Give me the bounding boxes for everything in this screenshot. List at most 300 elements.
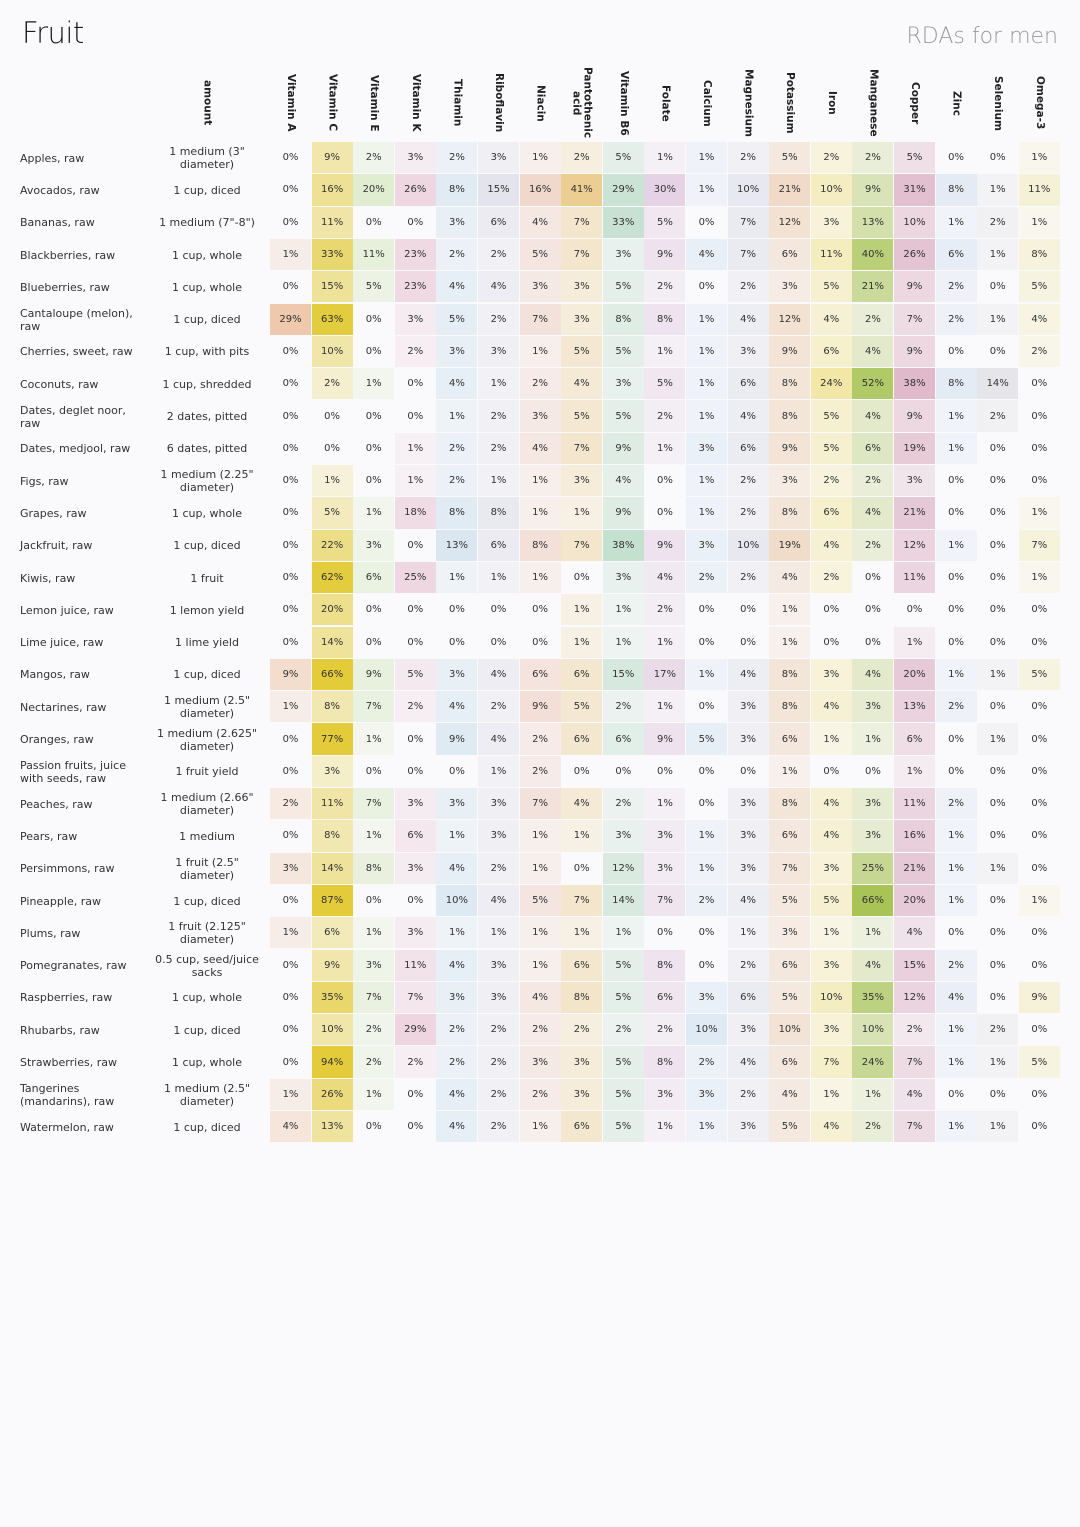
heatmap-cell: 30% [644,174,685,205]
row-amount-label: 1 medium (2.625" diameter) [156,726,258,753]
heatmap-cell: 16% [312,174,353,205]
heatmap-cell: 0% [852,562,893,593]
heatmap-cell: 6% [728,433,769,464]
heatmap-cell: 4% [769,1079,810,1110]
heatmap-cell: 2% [312,368,353,399]
row-food-label: Avocados, raw [20,183,100,197]
heatmap-cell: 7% [561,239,602,270]
heatmap-cell: 0% [270,820,311,851]
heatmap-cell: 1% [686,497,727,528]
column-header-zinc [936,66,977,140]
heatmap-cell: 0% [478,594,519,625]
heatmap-cell: 38% [603,530,644,561]
heatmap-cell: 3% [728,723,769,754]
row-food-label: Watermelon, raw [20,1120,114,1134]
row-food-label: Tangerines (mandarins), raw [20,1081,115,1108]
heatmap-cell: 5% [1019,271,1060,302]
heatmap-cell: 1% [520,820,561,851]
heatmap-cell: 1% [436,820,477,851]
heatmap-cell: 5% [603,1046,644,1077]
column-header-thiamin [436,66,477,140]
heatmap-cell: 2% [686,1046,727,1077]
heatmap-cell: 11% [353,239,394,270]
row-food-label: Figs, raw [20,474,69,488]
heatmap-cell: 0% [395,627,436,658]
heatmap-cell: 25% [852,853,893,884]
heatmap-cell: 1% [686,400,727,431]
column-header-label: Niacin [534,84,547,122]
heatmap-cell: 6% [728,982,769,1013]
heatmap-cell: 0% [353,885,394,916]
heatmap-cell: 0% [728,756,769,787]
heatmap-cell: 10% [312,1014,353,1045]
heatmap-cell: 2% [520,368,561,399]
heatmap-cell: 0% [977,433,1018,464]
heatmap-cell: 0% [270,400,311,431]
heatmap-cell: 2% [478,1046,519,1077]
heatmap-cell: 1% [686,336,727,367]
heatmap-cell: 5% [1019,1046,1060,1077]
heatmap-cell: 0% [270,271,311,302]
heatmap-cell: 0% [603,756,644,787]
heatmap-cell: 8% [769,691,810,722]
heatmap-cell: 1% [644,788,685,819]
heatmap-cell: 4% [852,950,893,981]
heatmap-cell: 9% [644,723,685,754]
heatmap-cell: 33% [312,239,353,270]
heatmap-cell: 9% [894,400,935,431]
heatmap-cell: 2% [852,142,893,173]
heatmap-cell: 3% [644,1079,685,1110]
heatmap-cell: 6% [811,336,852,367]
heatmap-cell: 3% [728,691,769,722]
heatmap-cell: 2% [436,465,477,496]
heatmap-cell: 0% [395,207,436,238]
heatmap-cell: 10% [312,336,353,367]
heatmap-cell: 2% [478,1014,519,1045]
heatmap-cell: 3% [728,788,769,819]
row-amount-label: 1 fruit [190,571,224,585]
heatmap-cell: 6% [312,917,353,948]
heatmap-cell: 4% [852,400,893,431]
heatmap-cell: 2% [270,788,311,819]
heatmap-cell: 0% [561,853,602,884]
heatmap-cell: 0% [270,433,311,464]
row-amount-label: 1 cup, with pits [164,345,250,359]
heatmap-cell: 0% [977,497,1018,528]
row-food-label: Pomegranates, raw [20,959,127,973]
heatmap-cell: 4% [728,659,769,690]
heatmap-cell: 3% [561,304,602,335]
heatmap-cell: 3% [769,271,810,302]
heatmap-cell: 4% [728,304,769,335]
heatmap-cell: 21% [852,271,893,302]
heatmap-cell: 2% [436,1014,477,1045]
heatmap-cell: 1% [436,400,477,431]
heatmap-cell: 1% [686,465,727,496]
heatmap-cell: 2% [478,691,519,722]
heatmap-cell: 1% [977,304,1018,335]
heatmap-cell: 1% [686,853,727,884]
column-header-label: Zinc [950,90,963,116]
heatmap-cell: 0% [436,627,477,658]
column-header-label: amount [201,80,214,126]
row-amount-label: 1 cup, diced [173,313,241,327]
heatmap-cell: 2% [977,400,1018,431]
heatmap-cell: 0% [395,885,436,916]
heatmap-cell: 14% [603,885,644,916]
heatmap-cell: 3% [852,691,893,722]
heatmap-cell: 4% [561,368,602,399]
heatmap-cell: 1% [520,497,561,528]
column-header-calcium [686,66,727,140]
heatmap-cell: 0% [1019,1111,1060,1142]
heatmap-cell: 4% [436,853,477,884]
heatmap-cell: 0% [395,400,436,431]
heatmap-cell: 4% [852,659,893,690]
heatmap-cell: 2% [728,562,769,593]
heatmap-cell: 2% [644,594,685,625]
heatmap-cell: 2% [436,239,477,270]
heatmap-cell: 13% [852,207,893,238]
heatmap-cell: 7% [353,788,394,819]
heatmap-cell: 0% [270,756,311,787]
heatmap-cell: 0% [936,497,977,528]
heatmap-cell: 0% [977,950,1018,981]
heatmap-cell: 1% [811,723,852,754]
heatmap-cell: 0% [395,1079,436,1110]
heatmap-cell: 7% [894,1111,935,1142]
column-header-label: Pantothenic acid [570,67,594,139]
column-header-pantothenic-acid [561,66,602,140]
heatmap-cell: 1% [312,465,353,496]
row-amount-label: 1 cup, whole [171,506,242,520]
heatmap-cell: 2% [478,1079,519,1110]
heatmap-cell: 0% [977,691,1018,722]
heatmap-cell: 1% [686,659,727,690]
heatmap-cell: 3% [436,336,477,367]
row-food-label: Peaches, raw [20,797,93,811]
heatmap-cell: 5% [811,400,852,431]
row-food-label: Strawberries, raw [20,1056,117,1070]
heatmap-cell: 1% [436,562,477,593]
heatmap-cell: 6% [353,562,394,593]
heatmap-cell: 12% [894,530,935,561]
row-amount-label: 1 cup, whole [171,1056,242,1070]
row-amount-label: 1 medium (2.66" diameter) [160,791,254,818]
heatmap-cell: 2% [728,465,769,496]
heatmap-cell: 11% [312,207,353,238]
heatmap-cell: 3% [353,950,394,981]
heatmap-cell: 0% [270,627,311,658]
heatmap-cell: 0% [977,885,1018,916]
heatmap-cell: 9% [894,336,935,367]
column-header-vitamin-b6 [603,66,644,140]
heatmap-cell: 18% [395,497,436,528]
heatmap-cell: 0% [936,1079,977,1110]
row-amount-label: 1 cup, whole [171,991,242,1005]
heatmap-cell: 0% [1019,1014,1060,1045]
heatmap-cell: 8% [769,497,810,528]
heatmap-cell: 3% [811,1014,852,1045]
heatmap-cell: 2% [936,304,977,335]
column-header-selenium [977,66,1018,140]
heatmap-cell: 6% [561,723,602,754]
heatmap-cell: 0% [478,627,519,658]
heatmap-cell: 20% [894,659,935,690]
heatmap-cell: 0% [520,627,561,658]
heatmap-cell: 0% [1019,691,1060,722]
heatmap-cell: 11% [894,788,935,819]
heatmap-cell: 4% [478,723,519,754]
heatmap-cell: 13% [312,1111,353,1142]
heatmap-cell: 6% [561,950,602,981]
heatmap-cell: 1% [686,304,727,335]
heatmap-cell: 0% [270,982,311,1013]
heatmap-cell: 87% [312,885,353,916]
heatmap-cell: 0% [353,207,394,238]
heatmap-cell: 8% [769,368,810,399]
heatmap-cell: 4% [436,691,477,722]
heatmap-cell: 1% [852,723,893,754]
heatmap-cell: 9% [603,497,644,528]
heatmap-cell: 0% [852,627,893,658]
heatmap-cell: 5% [312,497,353,528]
heatmap-cell: 9% [769,336,810,367]
heatmap-cell: 9% [436,723,477,754]
heatmap-cell: 2% [520,1014,561,1045]
row-amount-label: 1 fruit yield [175,765,239,779]
heatmap-cell: 6% [894,723,935,754]
heatmap-cell: 3% [478,950,519,981]
heatmap-cell: 0% [977,982,1018,1013]
heatmap-cell: 0% [270,336,311,367]
row-food-label: Raspberries, raw [20,991,113,1005]
heatmap-cell: 5% [436,304,477,335]
heatmap-cell: 0% [561,562,602,593]
row-amount-label: 1 cup, diced [173,539,241,553]
heatmap-cell: 0% [1019,853,1060,884]
heatmap-cell: 0% [270,368,311,399]
heatmap-cell: 1% [603,594,644,625]
heatmap-cell: 0% [1019,756,1060,787]
heatmap-cell: 1% [1019,497,1060,528]
heatmap-cell: 0% [1019,723,1060,754]
column-header-iron [811,66,852,140]
heatmap-cell: 0% [977,142,1018,173]
column-header-vitamin-c [312,66,353,140]
heatmap-cell: 1% [936,659,977,690]
heatmap-cell: 2% [852,530,893,561]
heatmap-cell: 5% [603,142,644,173]
column-header-label: Magnesium [742,69,755,137]
heatmap-cell: 0% [1019,627,1060,658]
heatmap-cell: 8% [936,368,977,399]
heatmap-cell: 7% [353,982,394,1013]
heatmap-cell: 10% [769,1014,810,1045]
column-header-label: Thiamin [451,79,464,127]
heatmap-cell: 4% [769,562,810,593]
heatmap-cell: 1% [395,465,436,496]
heatmap-cell: 0% [644,497,685,528]
row-food-label: Passion fruits, juice with seeds, raw [20,758,126,785]
heatmap-cell: 2% [478,239,519,270]
heatmap-cell: 20% [312,594,353,625]
heatmap-cell: 31% [894,174,935,205]
heatmap-cell: 8% [769,659,810,690]
heatmap-cell: 4% [436,950,477,981]
heatmap-cell: 0% [395,594,436,625]
heatmap-cell: 5% [603,950,644,981]
heatmap-cell: 6% [561,659,602,690]
heatmap-cell: 3% [353,530,394,561]
column-header-label: Iron [825,91,838,115]
heatmap-cell: 3% [395,788,436,819]
heatmap-cell: 0% [644,465,685,496]
heatmap-cell: 29% [395,1014,436,1045]
heatmap-cell: 2% [644,271,685,302]
heatmap-cell: 0% [1019,788,1060,819]
heatmap-cell: 1% [769,627,810,658]
heatmap-cell: 6% [728,368,769,399]
heatmap-cell: 20% [353,174,394,205]
heatmap-cell: 4% [811,788,852,819]
heatmap-cell: 0% [977,465,1018,496]
heatmap-cell: 2% [603,691,644,722]
heatmap-cell: 2% [811,562,852,593]
heatmap-cell: 2% [478,1111,519,1142]
heatmap-cell: 3% [312,756,353,787]
heatmap-cell: 1% [977,1046,1018,1077]
heatmap-cell: 1% [561,594,602,625]
heatmap-cell: 3% [603,239,644,270]
heatmap-cell: 23% [395,239,436,270]
heatmap-cell: 2% [728,950,769,981]
row-amount-label: 1 fruit (2.5" diameter) [175,855,239,882]
heatmap-cell: 5% [894,142,935,173]
heatmap-cell: 3% [728,820,769,851]
row-food-label: Blackberries, raw [20,248,116,262]
row-amount-label: 1 lemon yield [169,603,245,617]
heatmap-cell: 6% [520,659,561,690]
heatmap-cell: 4% [603,465,644,496]
row-food-label: Cherries, sweet, raw [20,345,133,359]
heatmap-cell: 4% [436,271,477,302]
heatmap-cell: 10% [686,1014,727,1045]
heatmap-cell: 15% [603,659,644,690]
heatmap-cell: 0% [270,207,311,238]
heatmap-cell: 5% [561,336,602,367]
heatmap-cell: 1% [561,627,602,658]
heatmap-cell: 8% [312,691,353,722]
heatmap-cell: 0% [936,562,977,593]
heatmap-cell: 2% [852,465,893,496]
heatmap-cell: 0% [977,820,1018,851]
heatmap-cell: 4% [852,497,893,528]
heatmap-cell: 1% [561,917,602,948]
heatmap-cell: 1% [644,336,685,367]
heatmap-cell: 2% [686,885,727,916]
row-food-label: Persimmons, raw [20,862,115,876]
heatmap-cell: 0% [644,917,685,948]
heatmap-cell: 0% [936,627,977,658]
column-header-label: Omega-3 [1033,76,1046,130]
heatmap-cell: 1% [270,1079,311,1110]
heatmap-cell: 6% [478,207,519,238]
heatmap-cell: 9% [644,530,685,561]
heatmap-cell: 10% [436,885,477,916]
heatmap-cell: 5% [769,982,810,1013]
heatmap-cell: 2% [728,142,769,173]
heatmap-cell: 0% [936,723,977,754]
heatmap-cell: 6% [395,820,436,851]
heatmap-cell: 2% [520,756,561,787]
heatmap-cell: 4% [811,820,852,851]
heatmap-cell: 2% [561,1014,602,1045]
heatmap-cell: 13% [894,691,935,722]
row-amount-label: 1 cup, whole [171,280,242,294]
heatmap-cell: 11% [312,788,353,819]
heatmap-cell: 0% [936,465,977,496]
heatmap-cell: 1% [270,691,311,722]
heatmap-cell: 3% [769,465,810,496]
heatmap-cell: 5% [395,659,436,690]
heatmap-cell: 2% [936,788,977,819]
heatmap-cell: 1% [936,207,977,238]
heatmap-cell: 4% [894,917,935,948]
heatmap-cell: 6% [769,239,810,270]
heatmap-cell: 1% [936,885,977,916]
heatmap-cell: 0% [270,950,311,981]
heatmap-cell: 0% [1019,433,1060,464]
row-amount-label: 1 cup, whole [171,248,242,262]
heatmap-cell: 2% [478,304,519,335]
heatmap-cell: 3% [728,853,769,884]
heatmap-cell: 2% [686,562,727,593]
column-header-label: Manganese [867,69,880,137]
heatmap-cell: 4% [436,368,477,399]
column-header-magnesium [728,66,769,140]
heatmap-cell: 3% [478,982,519,1013]
row-food-label: Coconuts, raw [20,377,99,391]
heatmap-cell: 2% [478,853,519,884]
heatmap-cell: 1% [686,368,727,399]
heatmap-cell: 4% [520,982,561,1013]
heatmap-cell: 0% [312,400,353,431]
heatmap-cell: 9% [852,174,893,205]
heatmap-cell: 2% [395,691,436,722]
heatmap-cell: 1% [520,142,561,173]
heatmap-cell: 9% [353,659,394,690]
row-amount-label: 1 cup, diced [173,1120,241,1134]
heatmap-cell: 0% [353,433,394,464]
heatmap-cell: 0% [270,174,311,205]
heatmap-cell: 15% [312,271,353,302]
heatmap-cell: 21% [894,853,935,884]
heatmap-cell: 1% [811,1079,852,1110]
heatmap-cell: 1% [686,174,727,205]
heatmap-cell: 1% [436,917,477,948]
heatmap-cell: 7% [1019,530,1060,561]
heatmap-cell: 7% [894,304,935,335]
heatmap-cell: 2% [894,1014,935,1045]
heatmap-cell: 3% [270,853,311,884]
row-food-label: Dates, deglet noor, raw [20,403,126,430]
heatmap-cell: 3% [395,917,436,948]
heatmap-cell: 7% [894,1046,935,1077]
heatmap-cell: 1% [936,400,977,431]
heatmap-cell: 3% [395,853,436,884]
